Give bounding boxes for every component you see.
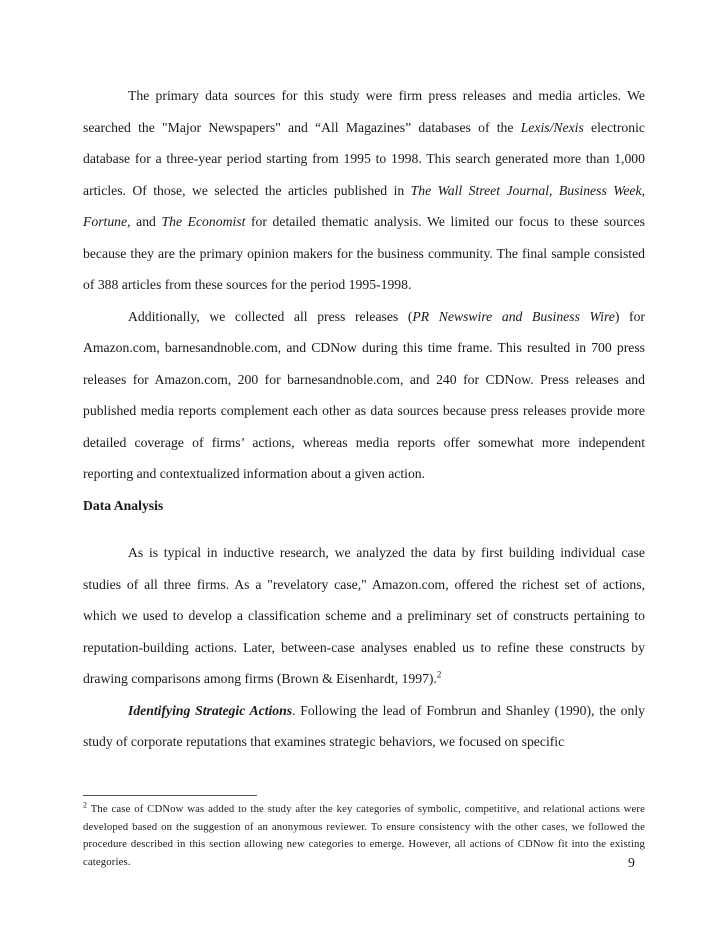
body-text-upper [83,80,645,521]
paragraph-data-sources: The primary data sources for this study were firm press releases and media articles. We searched the "Major Newspapers" and “All Magazines” databases of the Lexis/Nexis electronic database for a three-year period starting from 1995 to 1998. This search generated more than 1,000 articles. Of those, we selected the articles published in The Wall Street Journal, Business Week, Fortune, and The Economist for detailed thematic analysis. We limited our focus to these sources because they are the primary opinion makers for the business community. The final sample consisted of 388 articles from these sources for the period 1995-1998. [83,88,645,292]
subheading-identifying-strategic-actions: Identifying Strategic Actions [128,702,293,718]
paragraph-strategic-actions: Identifying Strategic Actions. Following the lead of Fombrun and Shanley (1990), the only study of corporate reputations that examines strategic behaviors, we focused on specific [83,702,645,749]
body-text-lower [83,537,645,758]
lexis-nexis-name: Lexis/Nexis [520,119,584,135]
paragraph-press-releases: Additionally, we collected all press releases (PR Newswire and Business Wire) for Amazon.com, barnesandnoble.com, and CDNow during this time frame. This resulted in 700 press releases for Amazon.com, 200 for barnesandnoble.com, and 240 for CDNow. Press releases and published media reports complement each other as data sources because press releases provide more detailed coverage of firms’ actions, whereas media reports offer somewhat more independent reporting and contextualized information about a given action. [83,308,645,481]
footnote-divider [83,795,257,796]
page-number: 9 [628,855,635,870]
footnote [83,801,645,871]
section-heading-data-analysis: Data Analysis [83,497,164,513]
footnote-reference: 2 [436,669,442,680]
wsj-name: The Wall Street Journal [410,182,550,198]
footnote-text: The case of CDNow was added to the study after the key categories of symbolic, competitive, and relational actions were developed based on the suggestion of an anonymous reviewer. To ensure consistency with the other cases, we followed the procedure described in this section allowing new categories to emerge. However, all actions of CDNow fit into the existing categories. [83,803,645,868]
economist-name: The Economist [161,214,246,229]
paragraph-inductive-research: As is typical in inductive research, we analyzed the data by first building individual case studies of all three firms. As a "revelatory case," Amazon.com, offered the richest set of actions, which we used to develop a classification scheme and a preliminary set of constructs pertaining to reputation-building actions. Later, between-case analyses enabled us to refine these constructs by drawing comparisons among firms (Brown & Eisenhardt, 1997).$^2$ [83,545,645,686]
fortune-name: Fortune [83,214,128,229]
footnote-marker: 2 [83,800,88,810]
newswire-sources: PR Newswire and Business Wire [412,308,615,324]
business-week-name: Business Week [558,182,642,198]
